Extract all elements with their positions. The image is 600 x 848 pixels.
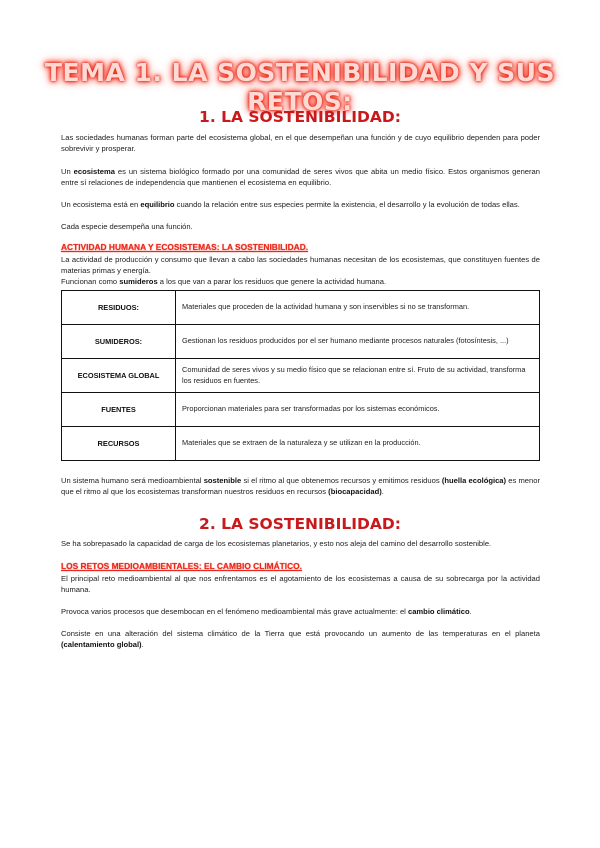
table-definition: Gestionan los residuos producidos por el ser humano mediante procesos naturales (fotosíntesis, ...)	[176, 325, 540, 359]
table-term: FUENTES	[62, 393, 176, 427]
document-title: TEMA 1. LA SOSTENIBILIDAD Y SUS RETOS:	[44, 58, 556, 116]
section-2-paragraph-3: Provoca varios procesos que desembocan en el fenómeno medioambiental más grave actualmente: el cambio climático.	[61, 607, 472, 616]
section-1-paragraph-1: Las sociedades humanas forman parte del ecosistema global, en el que desempeñan una función y de cuyo equilibrio dependen para poder sobrevivir y prosperar.	[61, 133, 540, 153]
table-row	[62, 393, 540, 427]
section-2-subheading: LOS RETOS MEDIOAMBIENTALES: EL CAMBIO CLIMÁTICO.	[61, 561, 303, 571]
section-1-paragraph-7: Un sistema humano será medioambiental sostenible si el ritmo al que obtenemos recursos y emitimos residuos (huella ecológica) es menor que el ritmo al que los ecosistemas transforman nuestros residuos en recursos (biocapacidad).	[61, 476, 540, 496]
section-2-paragraph-4: Consiste en una alteración del sistema climático de la Tierra que está provocando un aumento de las temperaturas en el planeta (calentamiento global).	[61, 629, 540, 649]
table-row	[62, 427, 540, 461]
section-1-paragraph-2: Un ecosistema es un sistema biológico formado por una comunidad de seres vivos que abita un medio físico. Estos organismos generan entre sí relaciones de independencia que mantienen el ecosistema en equilibrio.	[61, 167, 540, 187]
section-1-subheading: ACTIVIDAD HUMANA Y ECOSISTEMAS: LA SOSTENIBILIDAD.	[61, 242, 309, 252]
section-2-paragraph-2: El principal reto medioambiental al que nos enfrentamos es el agotamiento de los ecosistemas a causa de su sobrecarga por la actividad humana.	[61, 574, 540, 594]
section-2-paragraph-1: Se ha sobrepasado la capacidad de carga de los ecosistemas planetarios, y esto nos aleja del camino del desarrollo sostenible.	[61, 539, 492, 548]
table-definition: Comunidad de seres vivos y su medio físico que se relacionan entre sí. Fruto de su actividad, transforma los residuos en fuentes.	[176, 359, 540, 393]
table-term: ECOSISTEMA GLOBAL	[62, 359, 176, 393]
section-1-paragraph-6: Funcionan como sumideros a los que van a parar los residuos que genere la actividad humana.	[61, 277, 387, 286]
table-row	[62, 359, 540, 393]
table-row	[62, 291, 540, 325]
table-definition: Materiales que se extraen de la naturaleza y se utilizan en la producción.	[176, 427, 540, 461]
section-1-paragraph-4: Cada especie desempeña una función.	[61, 222, 193, 231]
table-term: RECURSOS	[62, 427, 176, 461]
table-term: SUMIDEROS:	[62, 325, 176, 359]
table-definition: Proporcionan materiales para ser transformadas por los sistemas económicos.	[176, 393, 540, 427]
definitions-table	[61, 290, 540, 461]
table-term: RESIDUOS:	[62, 291, 176, 325]
section-1-heading: 1. LA SOSTENIBILIDAD:	[199, 108, 401, 126]
table-definition: Materiales que proceden de la actividad humana y son inservibles si no se transforman.	[176, 291, 540, 325]
section-2-heading: 2. LA SOSTENIBILIDAD:	[199, 515, 401, 533]
table-row	[62, 325, 540, 359]
section-1-paragraph-5: La actividad de producción y consumo que llevan a cabo las sociedades humanas necesitan de los ecosistemas, que constituyen fuentes de materias primas y energía.	[61, 255, 540, 275]
section-1-paragraph-3: Un ecosistema está en equilibrio cuando la relación entre sus especies permite la existencia, el desarrollo y la evolución de todas ellas.	[61, 200, 520, 209]
